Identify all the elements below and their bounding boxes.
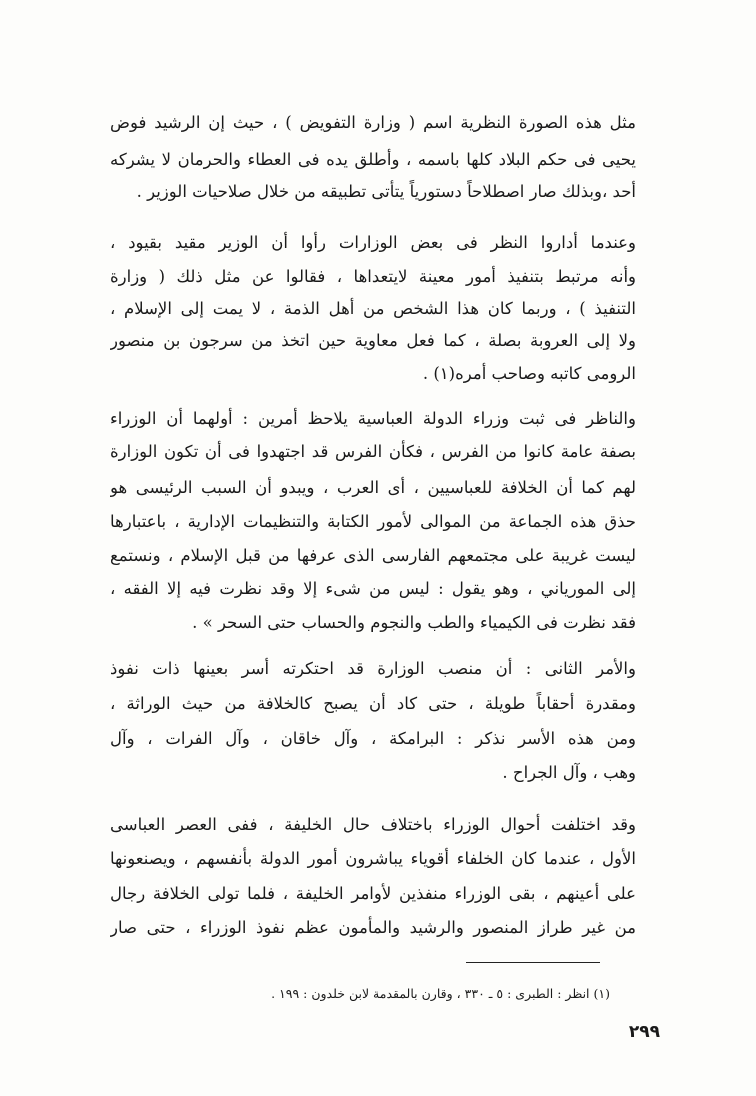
- paragraph-line: حذق هذه الجماعة من الموالى لأمور الكتابة والتنظيمات الإدارية ، باعتبارها: [110, 512, 636, 531]
- paragraph-line: الرومى كاتبه وصاحب أمره(١) .: [422, 364, 636, 383]
- paragraph-line: بصفة عامة كانوا من الفرس ، فكأن الفرس قد اجتهدوا فى أن تكون الوزارة: [110, 442, 636, 461]
- paragraph-line: التنفيذ ) ، وربما كان هذا الشخص من أهل الذمة ، لا يمت إلى الإسلام ،: [110, 299, 636, 318]
- paragraph-line: لهم كما أن الخلافة للعباسيين ، أى العرب ، ويبدو أن السبب الرئيسى هو: [110, 478, 636, 497]
- paragraph-line: ليست غريبة على مجتمعهم الفارسى الذى عرفها من قبل الإسلام ، ونستمع: [110, 546, 636, 565]
- footnote: (١) انظر : الطبرى : ٥ ـ ٣٣٠ ، وقارن بالمقدمة لابن خلدون : ١٩٩ .: [271, 986, 610, 1001]
- paragraph-line: على أعينهم ، بقى الوزراء منفذين لأوامر الخليفة ، فلما تولى الخلافة رجال: [110, 884, 636, 903]
- paragraph-line: وقد اختلفت أحوال الوزراء باختلاف حال الخليفة ، ففى العصر العباسى: [110, 815, 636, 834]
- paragraph-line: يحيى فى حكم البلاد كلها باسمه ، وأطلق يده فى العطاء والحرمان لا يشركه: [110, 150, 636, 169]
- paragraph-line: مثل هذه الصورة النظرية اسم ( وزارة التفويض ) ، حيث إن الرشيد فوض: [110, 113, 636, 132]
- paragraph-line: فقد نظرت فى الكيمياء والطب والنجوم والحساب حتى السحر » .: [192, 613, 636, 632]
- paragraph-line: والأمر الثانى : أن منصب الوزارة قد احتكرته أسر بعينها ذات نفوذ: [110, 659, 636, 678]
- paragraph-line: وعندما أداروا النظر فى بعض الوزارات رأوا أن الوزير مقيد بقيود ،: [110, 233, 636, 252]
- paragraph-line: ولا إلى العروبة بصلة ، كما فعل معاوية حين اتخذ من سرجون بن منصور: [110, 331, 636, 350]
- footnote-divider: [466, 962, 600, 963]
- paragraph-line: ومن هذه الأسر نذكر : البرامكة ، وآل خاقان ، وآل الفرات ، وآل: [110, 729, 636, 748]
- paragraph-line: وأنه مرتبط بتنفيذ أمور معينة لايتعداها ، فقالوا عن مثل ذلك ( وزارة: [110, 267, 636, 286]
- paragraph-line: إلى المورياني ، وهو يقول : ليس من شىء إلا وقد نظرت فيه إلا الفقه ،: [110, 579, 636, 598]
- paragraph-line: من غير طراز المنصور والرشيد والمأمون عظم نفوذ الوزراء ، حتى صار: [110, 918, 636, 937]
- paragraph-line: وهب ، وآل الجراح .: [502, 763, 636, 782]
- paragraph-line: والناظر فى ثبت وزراء الدولة العباسية يلاحظ أمرين : أولهما أن الوزراء: [110, 409, 636, 428]
- paragraph-line: ومقدرة أحقاباً طويلة ، حتى كاد أن يصبح كالخلافة من حيث الوراثة ،: [110, 694, 636, 713]
- page-number: ٢٩٩: [628, 1022, 660, 1042]
- paragraph-line: أحد ،وبذلك صار اصطلاحاً دستورياً يتأتى تطبيقه من خلال صلاحيات الوزير .: [136, 182, 636, 201]
- paragraph-line: الأول ، عندما كان الخلفاء أقوياء يباشرون أمور الدولة بأنفسهم ، ويصنعونها: [110, 849, 636, 868]
